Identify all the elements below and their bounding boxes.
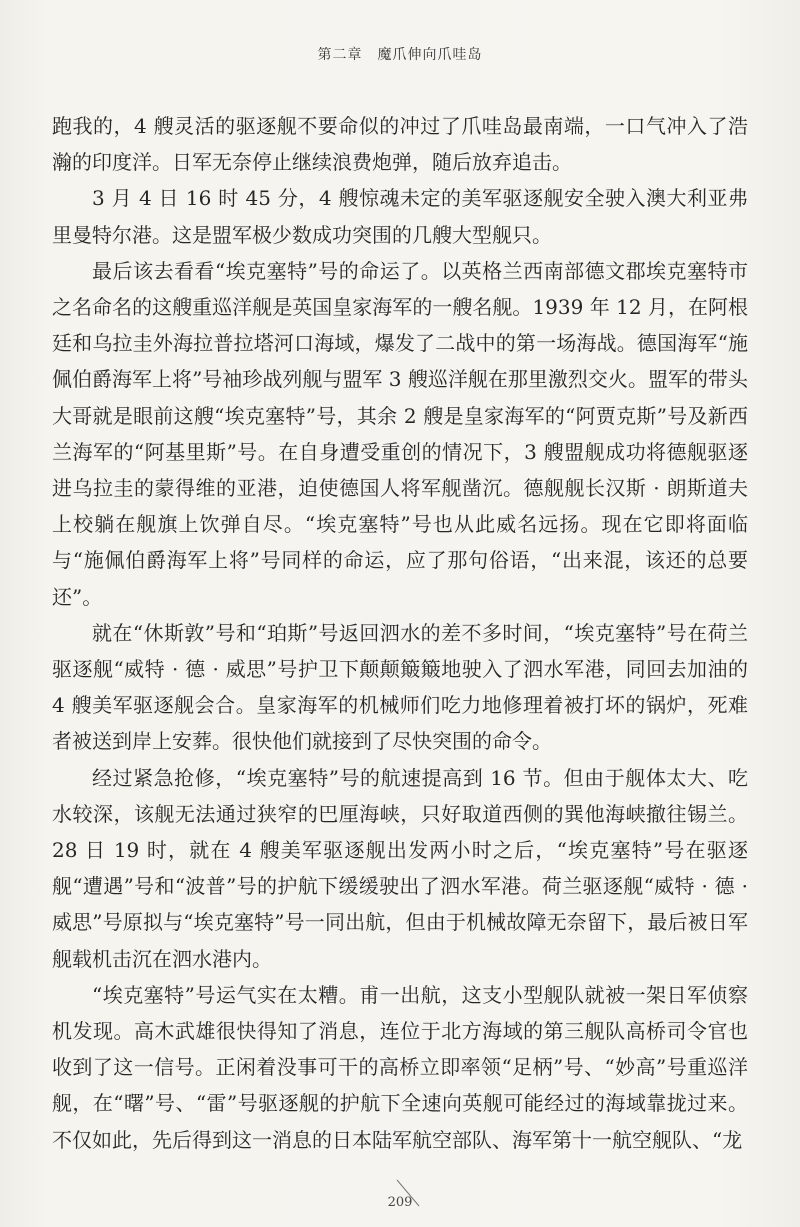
paragraph: 跑我的，4 艘灵活的驱逐舰不要命似的冲过了爪哇岛最南端，一口气冲入了浩瀚的印度洋。日军无奈停止继续浪费炮弹，随后放弃追击。 <box>52 114 748 175</box>
paragraph: 3 月 4 日 16 时 45 分，4 艘惊魂未定的美军驱逐舰安全驶入澳大利亚弗里曼特尔港。这是盟军极少数成功突围的几艘大型舰只。 <box>52 186 748 247</box>
running-head: 第二章 魔爪伸向爪哇岛 <box>317 47 483 63</box>
body-text <box>52 108 748 1158</box>
paragraph: 经过紧急抢修，“埃克塞特”号的航速提高到 16 节。但由于舰体太大、吃水较深，该舰无法通过狭窄的巴厘海峡，只好取道西侧的巽他海峡撤往锡兰。28 日 19 时，就在 4 艘美军驱逐舰出发两小时之后，“埃克塞特”号在驱逐舰“遭遇”号和“波普”号的护航下缓缓驶出了泗水军港。荷兰驱逐舰“威特 · 德 · 威思”号原拟与“埃克塞特”号一同出航，但由于机械故障无奈留下，最后被日军舰载机击沉在泗水港内。 <box>52 765 748 971</box>
paragraph: 就在“休斯敦”号和“珀斯”号返回泗水的差不多时间，“埃克塞特”号在荷兰驱逐舰“威特 · 德 · 威思”号护卫下颠颠簸簸地驶入了泗水军港，同回去加油的 4 艘美军驱逐舰会合。皇家海军的机械师们吃力地修理着被打坏的锅炉，死难者被送到岸上安葬。很快他们就接到了尽快突围的命令。 <box>52 620 748 754</box>
page-number: 209 <box>387 1195 413 1210</box>
paragraph: 最后该去看看“埃克塞特”号的命运了。以英格兰西南部德文郡埃克塞特市之名命名的这艘重巡洋舰是英国皇家海军的一艘名舰。1939 年 12 月，在阿根廷和乌拉圭外海拉普拉塔河口海域，爆发了二战中的第一场海战。德国海军“施佩伯爵海军上将”号袖珍战列舰与盟军 3 艘巡洋舰在那里激烈交火。盟军的带头大哥就是眼前这艘“埃克塞特”号，其余 2 艘是皇家海军的“阿贾克斯”号及新西兰海军的“阿基里斯”号。在自身遭受重创的情况下，3 艘盟舰成功将德舰驱逐进乌拉圭的蒙得维的亚港，迫使德国人将军舰凿沉。德舰舰长汉斯 · 朗斯道夫上校躺在舰旗上饮弹自尽。“埃克塞特”号也从此威名远扬。现在它即将面临与“施佩伯爵海军上将”号同样的命运，应了那句俗语，“出来混，该还的总要还”。 <box>52 258 748 609</box>
paragraph: “埃克塞特”号运气实在太糟。甫一出航，这支小型舰队就被一架日军侦察机发现。高木武雄很快得知了消息，连位于北方海域的第三舰队高桥司令官也收到了这一信号。正闲着没事可干的高桥立即率领“足柄”号、“妙高”号重巡洋舰，在“曙”号、“雷”号驱逐舰的护航下全速向英舰可能经过的海域靠拢过来。不仅如此，先后得到这一消息的日本陆军航空部队、海军第十一航空舰队、“龙 <box>52 982 748 1152</box>
